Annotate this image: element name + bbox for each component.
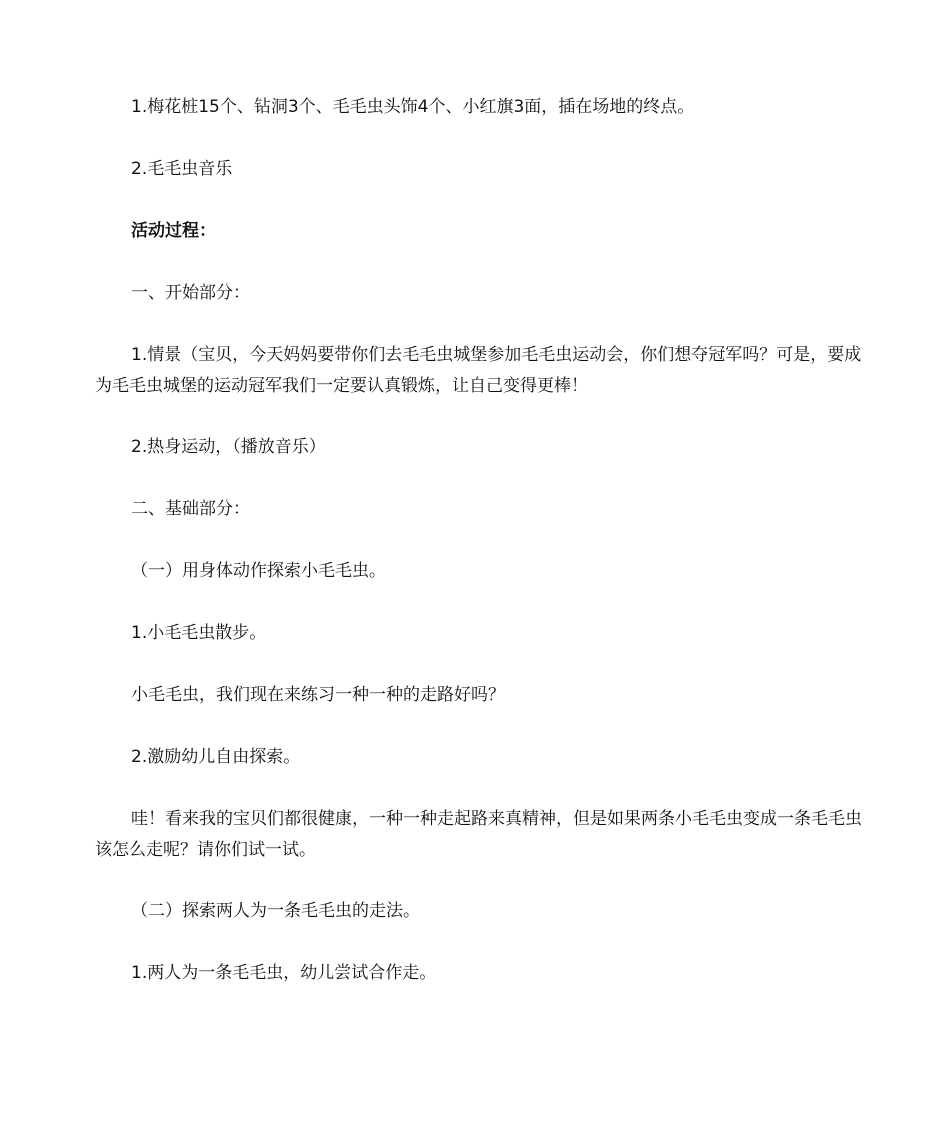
materials-item-1: 1.梅花桩15个、钻洞3个、毛毛虫头饰4个、小红旗3面，插在场地的终点。 [131, 97, 695, 117]
list-item-pair-walk: 1.两人为一条毛毛虫，幼儿尝试合作走。 [131, 963, 437, 983]
list-item-walk: 1.小毛毛虫散步。 [131, 623, 267, 643]
paragraph-warmup: 2.热身运动，（播放音乐） [131, 437, 326, 457]
list-item-explore: 2.激励幼儿自由探索。 [131, 747, 301, 767]
subsection-heading-1: （一）用身体动作探索小毛毛虫。 [131, 561, 386, 581]
subsection-heading-2: （二）探索两人为一条毛毛虫的走法。 [131, 901, 420, 921]
paragraph-scenario: 1.情景（宝贝，今天妈妈要带你们去毛毛虫城堡参加毛毛虫运动会，你们想夺冠军吗？可是，要成为毛毛虫城堡的运动冠军我们一定要认真锻炼，让自己变得更棒！ [95, 345, 862, 396]
section-heading-activity-process: 活动过程： [131, 221, 216, 241]
section-heading-opening: 一、开始部分： [131, 283, 250, 303]
paragraph-practice: 小毛毛虫，我们现在来练习一种一种的走路好吗？ [131, 685, 505, 705]
section-heading-basic: 二、基础部分： [131, 499, 250, 519]
paragraph-encourage: 哇！看来我的宝贝们都很健康，一种一种走起路来真精神，但是如果两条小毛毛虫变成一条毛毛虫该怎么走呢？请你们试一试。 [95, 809, 862, 860]
materials-item-2: 2.毛毛虫音乐 [131, 159, 233, 179]
